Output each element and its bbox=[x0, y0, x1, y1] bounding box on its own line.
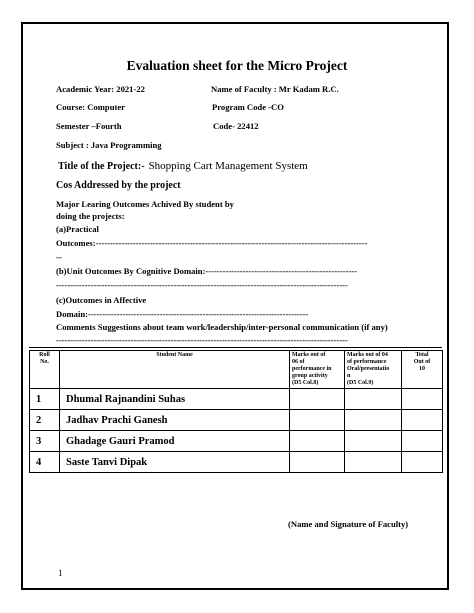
practical-wrap: -- bbox=[56, 252, 62, 262]
practical-outcomes: Outcomes:----------------------------------------------------------------------------------------------- bbox=[56, 238, 368, 248]
total-cell bbox=[402, 431, 443, 452]
group-marks-cell bbox=[290, 389, 345, 410]
oral-marks-cell bbox=[345, 452, 402, 473]
total-cell bbox=[402, 452, 443, 473]
table-header-row bbox=[30, 351, 443, 389]
cos-addressed: Cos Addressed by the project bbox=[56, 180, 181, 191]
roll-no-cell: 1 bbox=[30, 389, 60, 410]
oral-marks-header: Marks out of 04 of performance Oral/presentatio n (D5 Col.9) bbox=[345, 351, 402, 389]
oral-marks-cell bbox=[345, 410, 402, 431]
project-title-value: Shopping Cart Management System bbox=[148, 160, 308, 172]
table-row bbox=[30, 410, 443, 431]
semester: Semester –Fourth bbox=[56, 121, 122, 131]
project-title-label: Title of the Project:- bbox=[58, 161, 145, 172]
marks-table bbox=[29, 350, 443, 473]
outcomes-heading-cont: doing the projects: bbox=[56, 211, 125, 221]
student-name-cell: Jadhav Prachi Ganesh bbox=[60, 410, 290, 431]
table-row bbox=[30, 452, 443, 473]
cognitive-outcomes: (b)Unit Outcomes By Cognitive Domain:----------------------------------------------------- bbox=[56, 266, 358, 276]
oral-marks-cell bbox=[345, 389, 402, 410]
comments-heading: Comments Suggestions about team work/leadership/inter-personal communication (if any) bbox=[56, 322, 388, 332]
dash-line-1: ------------------------------------------------------------------------------------------------------ bbox=[56, 280, 348, 290]
program-code: Program Code -CO bbox=[212, 102, 284, 112]
oral-marks-cell bbox=[345, 431, 402, 452]
student-name-cell: Ghadage Gauri Pramod bbox=[60, 431, 290, 452]
faculty-name: Name of Faculty : Mr Kadam R.C. bbox=[211, 84, 339, 94]
practical-label: (a)Practical bbox=[56, 224, 99, 234]
course-code: Code- 22412 bbox=[213, 121, 259, 131]
page-title: Evaluation sheet for the Micro Project bbox=[126, 58, 348, 73]
affective-domain: Domain:----------------------------------------------------------------------------- bbox=[56, 309, 309, 319]
table-row bbox=[30, 431, 443, 452]
group-marks-cell bbox=[290, 452, 345, 473]
group-marks-cell bbox=[290, 410, 345, 431]
roll-no-cell: 2 bbox=[30, 410, 60, 431]
dash-line-2: ------------------------------------------------------------------------------------------------------ bbox=[56, 335, 348, 345]
roll-no-cell: 4 bbox=[30, 452, 60, 473]
project-title-line bbox=[58, 156, 308, 174]
group-marks-cell bbox=[290, 431, 345, 452]
roll-no-header: Roll No. bbox=[30, 351, 60, 389]
roll-no-cell: 3 bbox=[30, 431, 60, 452]
outcomes-heading: Major Learing Outcomes Achived By student by bbox=[56, 199, 234, 209]
page-number: 1 bbox=[58, 568, 63, 578]
table-row bbox=[30, 389, 443, 410]
total-header: Total Out of 10 bbox=[402, 351, 443, 389]
total-cell bbox=[402, 389, 443, 410]
student-name-cell: Saste Tanvi Dipak bbox=[60, 452, 290, 473]
total-cell bbox=[402, 410, 443, 431]
subject: Subject : Java Programming bbox=[56, 140, 162, 150]
faculty-signature-label: (Name and Signature of Faculty) bbox=[288, 519, 409, 529]
table-top-rule bbox=[29, 347, 442, 348]
academic-year: Academic Year: 2021-22 bbox=[56, 84, 145, 94]
student-name-header: Student Name bbox=[60, 351, 290, 389]
affective-label: (c)Outcomes in Affective bbox=[56, 295, 147, 305]
student-name-cell: Dhumal Rajnandini Suhas bbox=[60, 389, 290, 410]
course: Course: Computer bbox=[56, 102, 125, 112]
group-marks-header: Marks out of 06 of performance in group activity (D5 Col.8) bbox=[290, 351, 345, 389]
